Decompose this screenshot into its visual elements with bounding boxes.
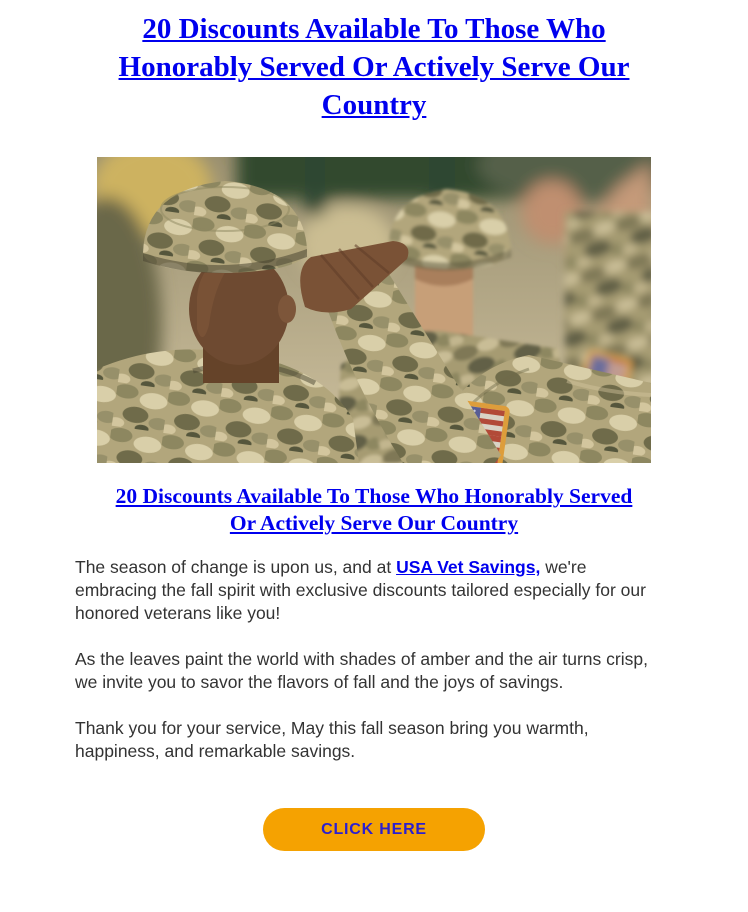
secondary-headline-line-2: Or Actively Serve Our Country <box>229 511 519 535</box>
hero-image <box>97 157 651 463</box>
paragraph-fall-season: As the leaves paint the world with shades of amber and the air turns crisp, we invite you to savor the flavors of fall and the joys of savings. <box>75 649 648 692</box>
main-headline-line-3: Country <box>321 89 427 121</box>
email-body <box>0 10 748 912</box>
main-headline-line-1: 20 Discounts Available To Those Who <box>142 13 606 45</box>
main-headline-link[interactable] <box>0 10 748 124</box>
text-run: The season of change is upon us, and at <box>75 557 397 577</box>
cta-row <box>0 808 748 851</box>
usa-vet-savings-link[interactable]: USA Vet Savings, <box>396 557 541 577</box>
secondary-headline-line-1: 20 Discounts Available To Those Who Honorably Served <box>115 484 633 508</box>
secondary-headline-link[interactable] <box>0 483 748 537</box>
text-run: we're embracing the fall spirit with exclusive discounts tailored especially for our honored veterans like you! <box>75 557 646 623</box>
paragraph-thank-you: Thank you for your service, May this fall season bring you warmth, happiness, and remarkable savings. <box>75 718 589 761</box>
paragraph-intro <box>75 556 673 625</box>
soldiers-saluting-image <box>97 157 651 463</box>
main-headline-line-2: Honorably Served Or Actively Serve Our <box>118 51 630 83</box>
click-here-button[interactable]: CLICK HERE <box>263 808 485 851</box>
